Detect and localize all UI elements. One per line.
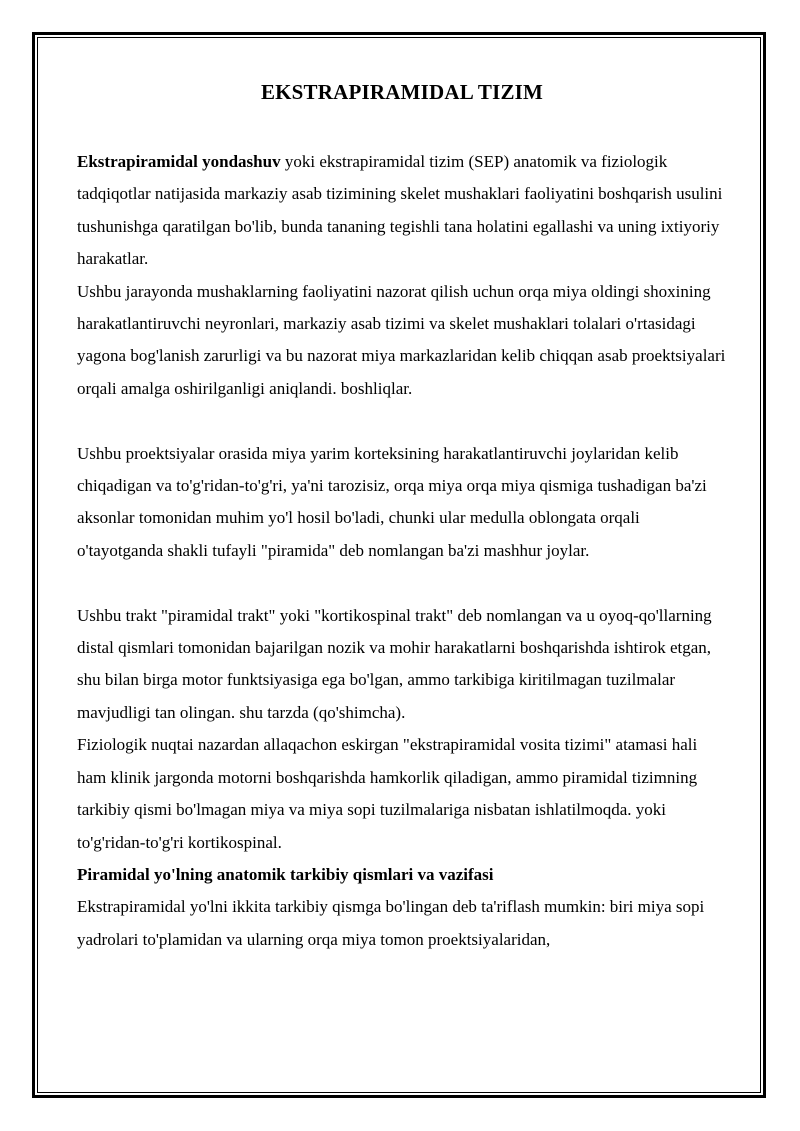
paragraph-pyramidal-tract: Ushbu trakt "piramidal trakt" yoki "kortikospinal trakt" deb nomlangan va u oyoq-qo'llarning distal qismlari tomonidan bajarilgan nozik va mohir harakatlarni boshqarishda ishtirok etgan, shu bilan birga motor funktsiyasiga ega bo'lgan, ammo tarkibiga kiritilmagan tuzilmalar mavjudligi tan olingan. shu tarzda (qo'shimcha).	[77, 605, 712, 722]
document-title: EKSTRAPIRAMIDAL TIZIM	[260, 80, 544, 104]
section-heading: Piramidal yo'lning anatomik tarkibiy qismlari va vazifasi	[77, 864, 494, 884]
paragraph-gap	[77, 567, 727, 599]
paragraph-intro	[77, 146, 727, 276]
document-body	[77, 78, 727, 956]
paragraph-gap	[77, 405, 727, 437]
intro-text: yoki ekstrapiramidal tizim (SEP) anatomik va fiziologik tadqiqotlar natijasida markaziy asab tizimining skelet mushaklari faoliyatini boshqarish usulini tushunishga qaratilgan bo'lib, bunda tananing tegishli tana holatini egallashi va uning ixtiyoriy harakatlar.	[77, 152, 723, 269]
paragraph-control: Ushbu jarayonda mushaklarning faoliyatini nazorat qilish uchun orqa miya oldingi shoxining harakatlantiruvchi neyronlari, markaziy asab tizimi va skelet mushaklari tolalari o'rtasidagi yagona bog'lanish zarurligi va bu nazorat miya markazlaridan kelib chiqqan asab proektsiyalari orqali amalga oshirilganligi aniqlandi. boshliqlar.	[77, 281, 726, 398]
paragraph-components: Ekstrapiramidal yo'lni ikkita tarkibiy qismga bo'lingan deb ta'riflash mumkin: biri miya sopi yadrolari to'plamidan va ularning orqa miya tomon proektsiyalaridan,	[77, 897, 705, 949]
paragraph-projections: Ushbu proektsiyalar orasida miya yarim korteksining harakatlantiruvchi joylaridan kelib chiqadigan va to'g'ridan-to'g'ri, ya'ni tarozisiz, orqa miya orqa miya qismiga tushadigan ba'zi aksonlar tomonidan muhim yo'l hosil bo'ladi, chunki ular medulla oblongata orqali o'tayotganda shakli tufayli "piramida" deb nomlangan ba'zi mashhur joylar.	[77, 443, 707, 560]
intro-lead-term: Ekstrapiramidal yondashuv	[77, 152, 281, 171]
paragraph-physiology: Fiziologik nuqtai nazardan allaqachon eskirgan "ekstrapiramidal vosita tizimi" atamasi hali ham klinik jargonda motorni boshqarishda hamkorlik qiladigan, ammo piramidal tizimning tarkibiy qismi bo'lmagan miya va miya sopi tuzilmalariga nisbatan ishlatilmoqda. yoki to'g'ridan-to'g'ri kortikospinal.	[77, 735, 698, 852]
